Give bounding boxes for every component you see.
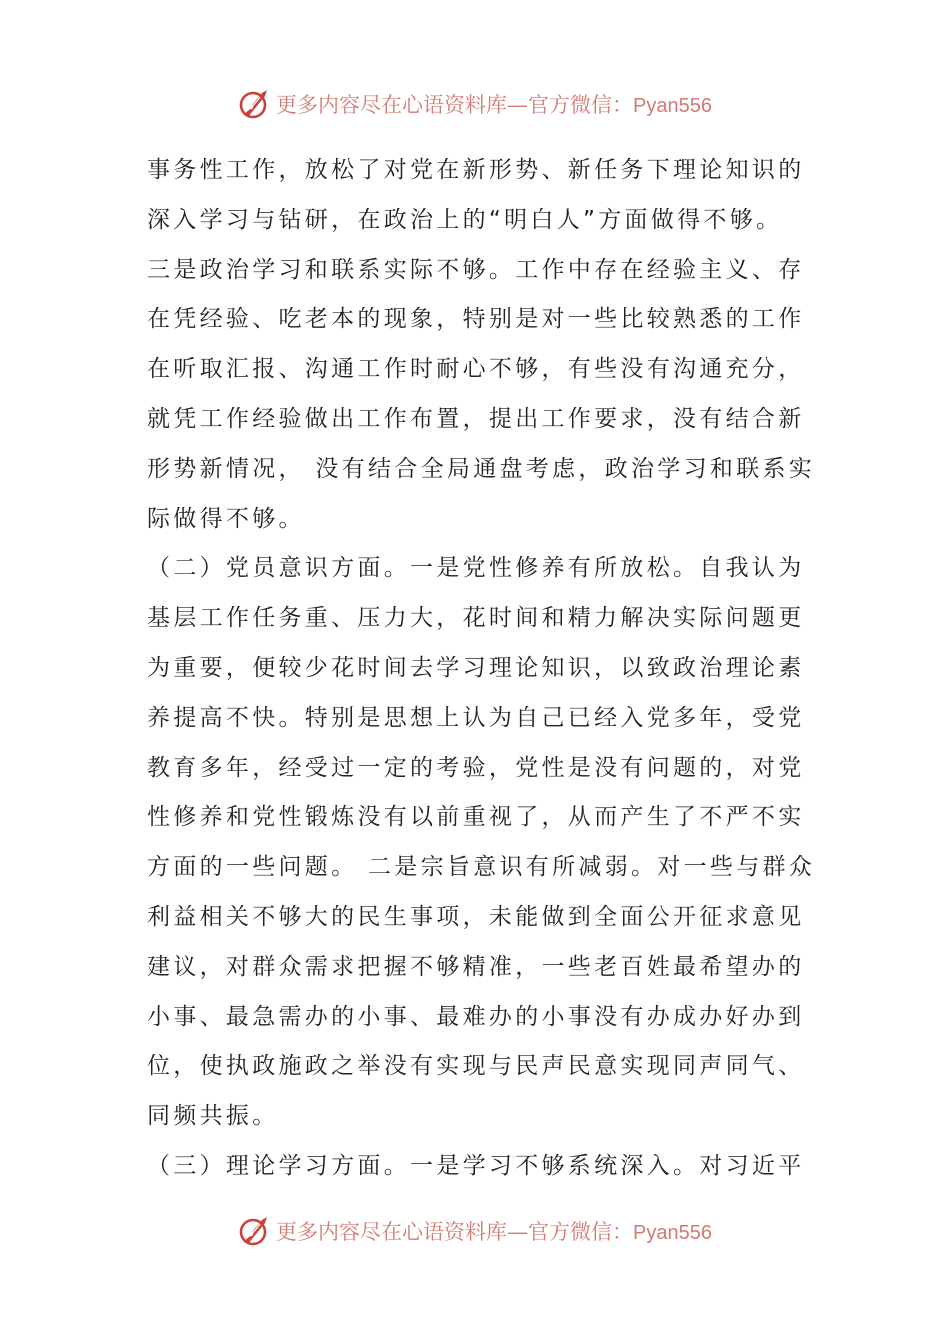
body-line: 形势新情况， 没有结合全局通盘考虑，政治学习和联系实 <box>147 455 816 482</box>
body-line: 位，使执政施政之举没有实现与民声民意实现同声同气、 <box>147 1053 805 1080</box>
header-banner-label: 更多内容尽在心语资料库—官方微信： <box>276 93 634 117</box>
body-line: 性修养和党性锻炼没有以前重视了，从而产生了不严不实 <box>147 804 805 831</box>
body-line: 就凭工作经验做出工作布置，提出工作要求，没有结合新 <box>147 405 805 432</box>
body-line: 养提高不快。特别是思想上认为自己已经入党多年，受党 <box>147 704 805 731</box>
body-line: 在凭经验、吃老本的现象，特别是对一些比较熟悉的工作 <box>147 306 805 333</box>
body-line: （二）党员意识方面。一是党性修养有所放松。自我认为 <box>147 555 805 582</box>
body-line: 深入学习与钻研，在政治上的“明白人”方面做得不够。 <box>147 206 783 233</box>
body-line: 建议，对群众需求把握不够精准，一些老百姓最希望办的 <box>147 953 805 980</box>
header-wechat-id: Pyan556 <box>633 95 712 117</box>
body-line: 际做得不够。 <box>147 505 305 532</box>
footer-wechat-id: Pyan556 <box>633 1222 712 1244</box>
body-line: 同频共振。 <box>147 1103 279 1130</box>
body-line: 方面的一些问题。 二是宗旨意识有所减弱。对一些与群众 <box>147 854 816 881</box>
body-line: 小事、最急需办的小事、最难办的小事没有办成办好办到 <box>147 1003 805 1030</box>
document-body <box>147 146 816 1192</box>
footer-banner-label: 更多内容尽在心语资料库—官方微信： <box>276 1220 634 1244</box>
footer-banner-text <box>276 1216 712 1246</box>
quill-logo-icon <box>238 1214 272 1248</box>
quill-logo-icon <box>238 87 272 121</box>
body-line: 基层工作任务重、压力大，花时间和精力解决实际问题更 <box>147 605 805 632</box>
body-line: 教育多年，经受过一定的考验，党性是没有问题的，对党 <box>147 754 805 781</box>
body-line: 在听取汇报、沟通工作时耐心不够，有些没有沟通充分， <box>147 356 805 383</box>
body-line: 事务性工作，放松了对党在新形势、新任务下理论知识的 <box>147 157 805 183</box>
header-banner-text <box>276 89 712 119</box>
body-line: 利益相关不够大的民生事项，未能做到全面公开征求意见 <box>147 903 805 930</box>
header-banner <box>0 84 950 124</box>
body-line: （三）理论学习方面。一是学习不够系统深入。对习近平 <box>147 1152 805 1179</box>
body-line: 三是政治学习和联系实际不够。工作中存在经验主义、存 <box>147 256 805 283</box>
footer-banner <box>0 1211 950 1251</box>
body-line: 为重要，便较少花时间去学习理论知识，以致政治理论素 <box>147 654 805 681</box>
